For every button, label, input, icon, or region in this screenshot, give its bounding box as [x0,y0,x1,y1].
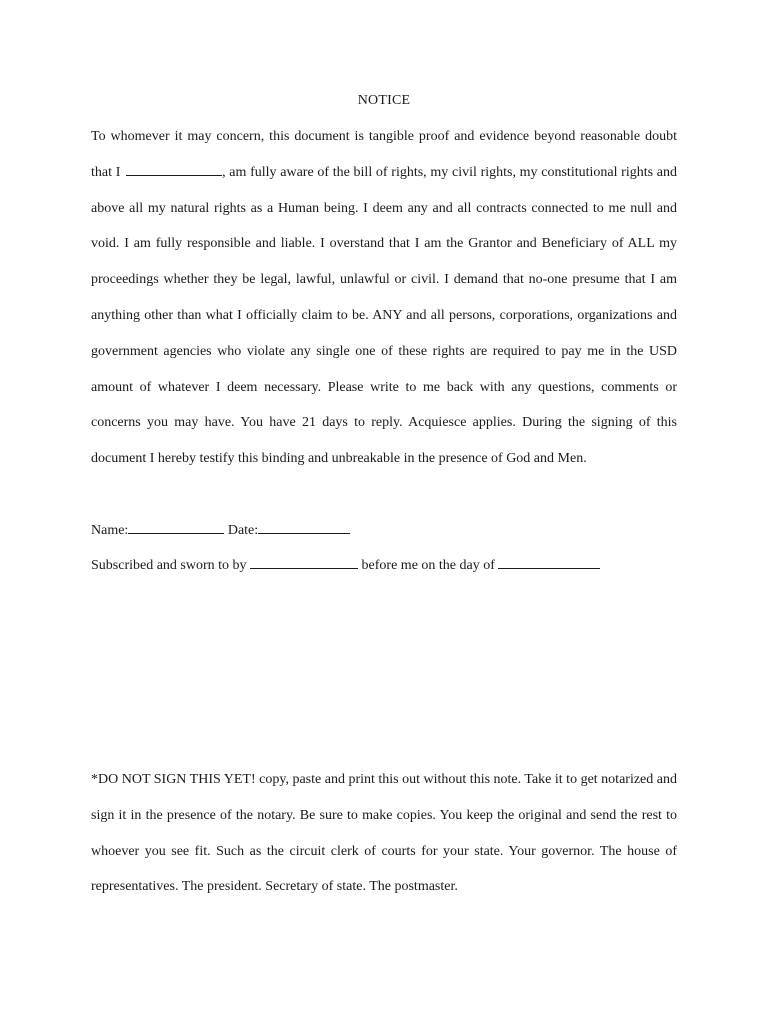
sworn-by-blank[interactable] [250,556,358,569]
notice-intro-text: To whomever it may concern, this document is tangible proof and evidence beyond reasonable doubt that I [91,129,677,180]
signature-line [91,513,677,549]
notice-body [91,119,677,477]
date-label: Date: [224,523,259,538]
notice-main-text: , am fully aware of the bill of rights, my civil rights, my constitutional rights and above all my natural rights as a Human being. I deem any and all contracts connected to me null and void. I am fully responsible and liable. I overstand that I am the Grantor and Beneficiary of ALL my proceedings whether they be legal, lawful, unlawful or civil. I demand that no-one presume that I am anything other than what I officially claim to be. ANY and all persons, corporations, organizations and government agencies who violate any single one of these rights are required to pay me in the USD amount of whatever I deem necessary. Please write to me back with any questions, comments or concerns you may have. You have 21 days to reply. Acquiesce applies. During the signing of this document I hereby testify this binding and unbreakable in the presence of God and Men. [91,164,677,467]
name-label: Name: [91,523,129,538]
name-blank[interactable] [128,521,224,534]
notice-paragraph [91,119,677,477]
sworn-line [91,548,677,584]
note-paragraph: *DO NOT SIGN THIS YET! copy, paste and print this out without this note. Take it to get notarized and sign it in the presence of the notary. Be sure to make copies. You keep the original and send the rest to whoever you see fit. Such as the circuit clerk of courts for your state. Your governor. The house of representatives. The president. Secretary of state. The postmaster. [91,772,677,895]
sworn-day-blank[interactable] [498,556,600,569]
document-title: NOTICE [357,93,411,108]
date-blank[interactable] [258,521,350,534]
sworn-middle: before me on the day of [358,558,499,573]
declarant-name-blank[interactable] [126,163,222,176]
sworn-prefix: Subscribed and sworn to by [91,558,251,573]
instruction-note [91,762,677,905]
